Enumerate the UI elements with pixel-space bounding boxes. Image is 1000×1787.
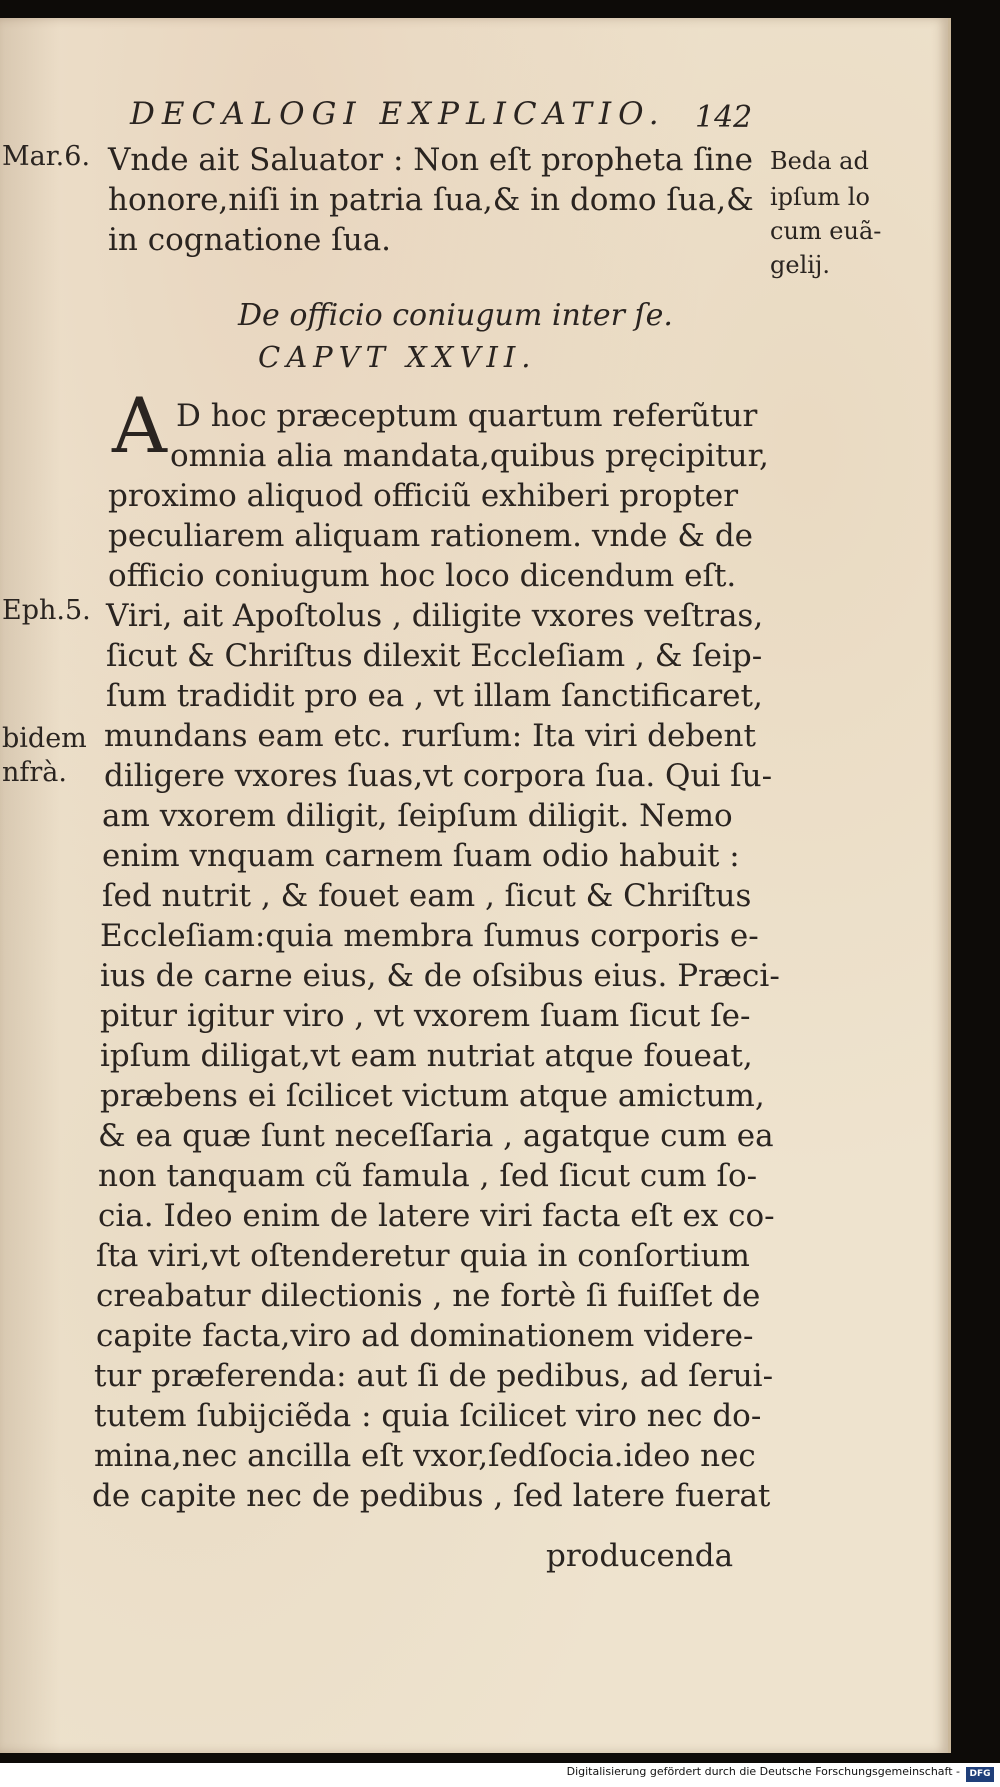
running-title: DECALOGI EXPLICATIO. bbox=[130, 96, 666, 132]
body-line: pitur igitur viro , vt vxorem ſuam ſicut ſe- bbox=[100, 998, 751, 1034]
body-line: mundans eam etc. rurſum: Ita viri debent bbox=[104, 718, 756, 754]
margin-note-right-4: gelij. bbox=[770, 251, 830, 279]
body-line: ius de carne eius, & de oſsibus eius. Præci- bbox=[100, 958, 780, 994]
body-line: ipſum diligat,vt eam nutriat atque foueat, bbox=[100, 1038, 753, 1074]
body-line: Viri, ait Apoſtolus , diligite vxores veſtras, bbox=[106, 598, 764, 634]
margin-note-left-infra: nfrà. bbox=[2, 757, 67, 788]
footer-bar bbox=[0, 1763, 1000, 1787]
margin-note-right-1: Beda ad bbox=[770, 147, 869, 175]
body-line: præbens ei ſcilicet victum atque amictum, bbox=[100, 1078, 765, 1114]
body-line: capite facta,viro ad dominationem videre- bbox=[96, 1318, 754, 1354]
body-line: am vxorem diligit, ſeipſum diligit. Nemo bbox=[102, 798, 733, 834]
body-line: ſed nutrit , & fouet eam , ſicut & Chriſtus bbox=[102, 878, 752, 914]
body-line: non tanquam cũ famula , ſed ſicut cum ſo- bbox=[98, 1158, 758, 1194]
body-line: Eccleſiam:quia membra ſumus corporis e- bbox=[100, 918, 759, 954]
body-line: tutem ſubijciẽda : quia ſcilicet viro nec do- bbox=[94, 1398, 762, 1434]
intro-line: honore,niſi in patria ſua,& in domo ſua,& bbox=[108, 182, 754, 218]
body-line: diligere vxores ſuas,vt corpora ſua. Qui ſu- bbox=[104, 758, 773, 794]
body-line: ſum tradidit pro ea , vt illam ſanctificaret, bbox=[106, 678, 763, 714]
body-line: mina,nec ancilla eſt vxor,ſedſocia.ideo nec bbox=[94, 1438, 756, 1474]
intro-line: Vnde ait Saluator : Non eſt propheta ſine bbox=[108, 142, 753, 178]
section-title: De officio coniugum inter ſe. bbox=[238, 298, 673, 333]
body-line: tur præferenda: aut ſi de pedibus, ad ſerui- bbox=[94, 1358, 774, 1394]
book-page bbox=[0, 18, 951, 1753]
body-line: enim vnquam carnem ſuam odio habuit : bbox=[102, 838, 740, 874]
body-line: omnia alia mandata,quibus pręcipitur, bbox=[170, 438, 769, 474]
body-line: D hoc præceptum quartum referũtur bbox=[176, 398, 758, 434]
body-line: cia. Ideo enim de latere viri facta eſt ex co- bbox=[98, 1198, 775, 1234]
margin-note-right-2: ipſum lo bbox=[770, 183, 870, 211]
margin-note-left-eph: Eph.5. bbox=[2, 595, 91, 626]
footer-credit: Digitalisierung gefördert durch die Deutsche Forschungsgemeinschaft - bbox=[566, 1765, 960, 1778]
body-line: officio coniugum hoc loco dicendum eſt. bbox=[108, 558, 737, 594]
margin-note-right-3: cum euã- bbox=[770, 217, 882, 245]
body-line: proximo aliquod officiũ exhiberi propter bbox=[108, 478, 739, 514]
margin-note-left-mar: Mar.6. bbox=[2, 141, 91, 172]
page-number: 142 bbox=[695, 100, 753, 135]
body-line: creabatur dilectionis , ne fortè ſi fuiſſet de bbox=[96, 1278, 761, 1314]
drop-cap: A bbox=[112, 381, 167, 470]
body-line: & ea quæ ſunt neceſſaria , agatque cum ea bbox=[98, 1118, 774, 1154]
body-line: de capite nec de pedibus , ſed latere fuerat bbox=[92, 1478, 771, 1514]
margin-note-left-ibidem: bidem bbox=[2, 723, 87, 754]
catchword: producenda bbox=[546, 1538, 734, 1574]
body-line: ſicut & Chriſtus dilexit Eccleſiam , & ſeip- bbox=[106, 638, 763, 674]
chapter-heading: CAPVT XXVII. bbox=[258, 340, 537, 374]
body-line: peculiarem aliquam rationem. vnde & de bbox=[108, 518, 754, 554]
dfg-logo: DFG bbox=[966, 1767, 994, 1782]
intro-line: in cognatione ſua. bbox=[108, 222, 392, 258]
body-line: ſta viri,vt oſtenderetur quia in conſortium bbox=[96, 1238, 750, 1274]
